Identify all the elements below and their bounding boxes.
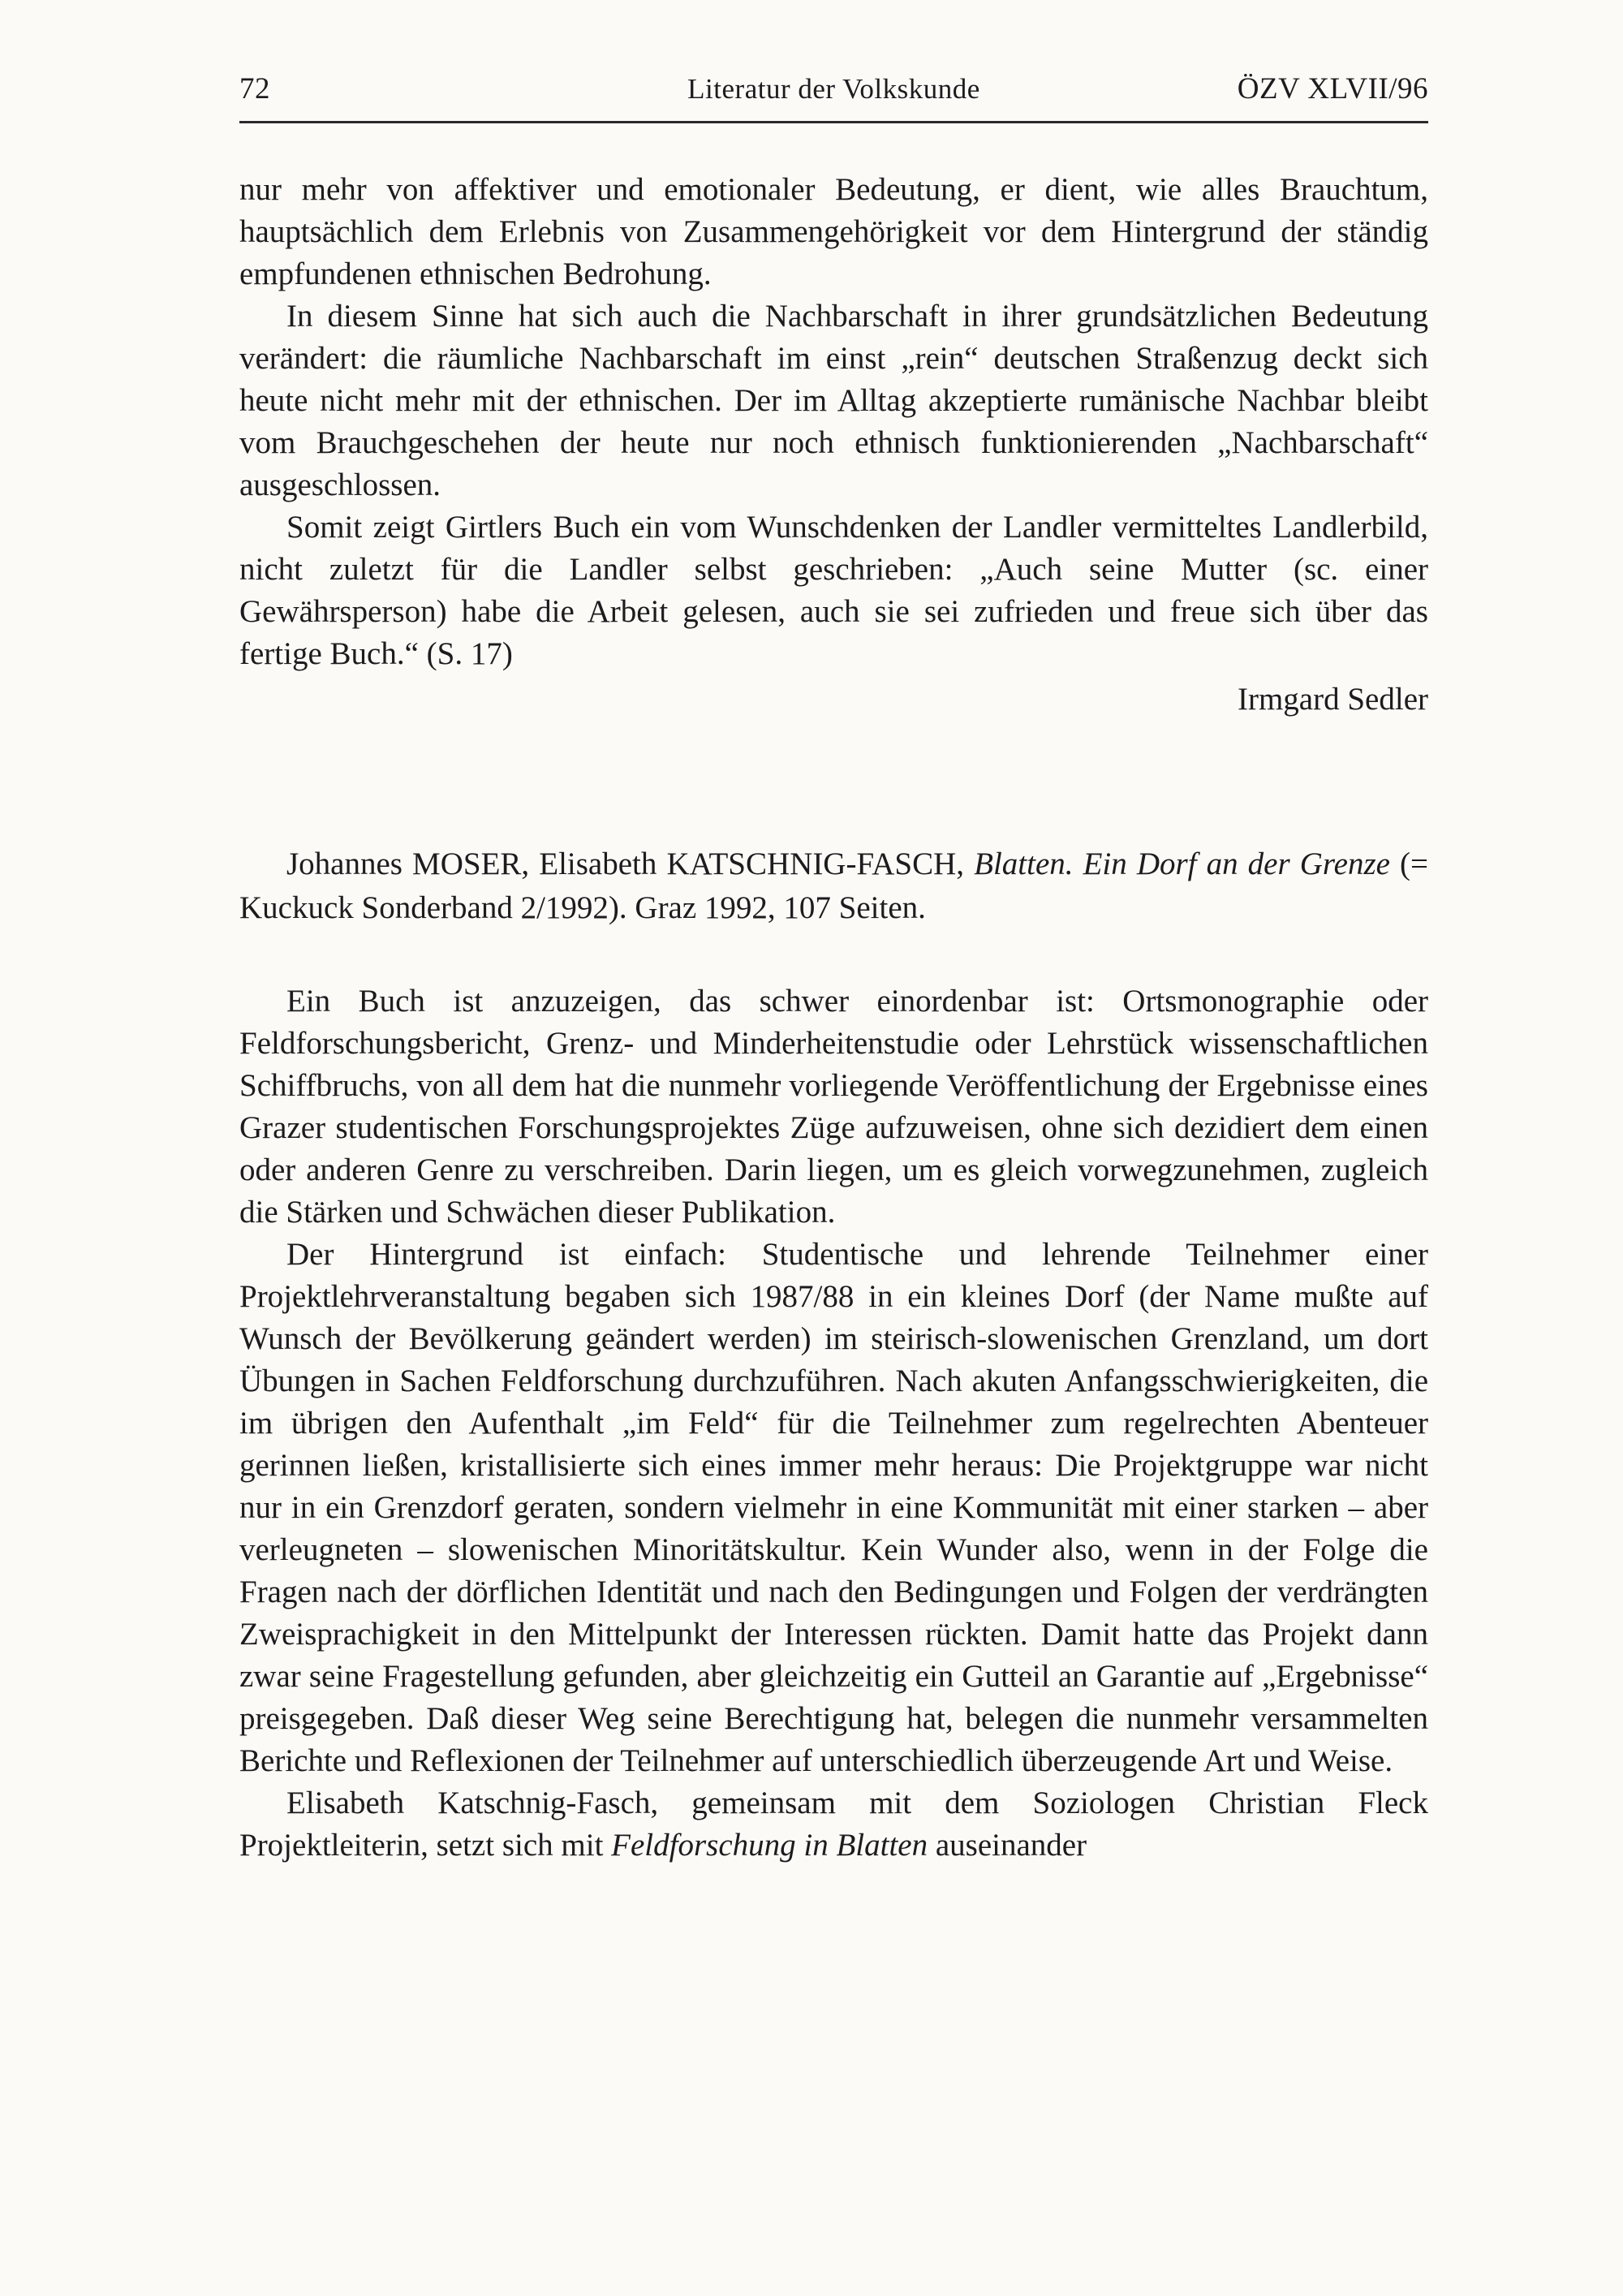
review-paragraph: Ein Buch ist anzuzeigen, das schwer einordenbar ist: Ortsmonographie oder Feldforschungsbericht, Grenz- und Minderheitenstudie oder Lehrstück wissenschaftlichen Schiffbruchs, von all dem hat die nunmehr vorliegende Veröffentlichung der Ergebnisse eines Grazer studentischen Forschungsprojektes Züge aufzuweisen, ohne sich dezidiert dem einen oder anderen Genre zu verschreiben. Darin liegen, um es gleich vorwegzunehmen, zugleich die Stärken und Schwächen dieser Publikation.	[239, 984, 1428, 1230]
review-moser-katschnig	[239, 842, 1428, 1867]
paragraph-text: auseinander	[928, 1828, 1087, 1863]
review-paragraph: Der Hintergrund ist einfach: Studentische und lehrende Teilnehmer einer Projektlehrveranstaltung begaben sich 1987/88 in ein kleines Dorf (der Name mußte auf Wunsch der Bevölkerung geändert werden) im steirisch-slowenischen Grenzland, um dort Übungen in Sachen Feldforschung durchzuführen. Nach akuten Anfangsschwierigkeiten, die im übrigen den Aufenthalt „im Feld“ für die Teilnehmer zum regelrechten Abenteuer gerinnen ließen, kristallisierte sich eines immer mehr heraus: Die Projektgruppe war nicht nur in ein Grenzdorf geraten, sondern vielmehr in eine Kommunität mit einer starken – aber verleugneten – slowenischen Minoritätskultur. Kein Wunder also, wenn in der Folge die Fragen nach der dörflichen Identität und nach den Bedingungen und Folgen der verdrängten Zweisprachigkeit in den Mittelpunkt der Interessen rückten. Damit hatte das Projekt dann zwar seine Fragestellung gefunden, aber gleichzeitig ein Gutteil an Garantie auf „Ergebnisse“ preisgegeben. Daß dieser Weg seine Berechtigung hat, belegen die nunmehr versammelten Berichte und Reflexionen der Teilnehmer auf unterschiedlich überzeugende Art und Weise.	[239, 1237, 1428, 1778]
review-paragraph: Somit zeigt Girtlers Buch ein vom Wunschdenken der Landler vermitteltes Landlerbild, nicht zuletzt für die Landler selbst geschrieben: „Auch seine Mutter (sc. einer Gewährsperson) habe die Arbeit gelesen, auch sie sei zufrieden und freue sich über das fertige Buch.“ (S. 17)	[239, 510, 1428, 671]
citation-publication-info: (= Kuckuck Sonderband 2/1992). Graz 1992, 107 Seiten.	[239, 846, 1429, 925]
citation-book-title: Blatten. Ein Dorf an der Grenze	[974, 846, 1390, 881]
header-rule	[239, 121, 1428, 123]
review-paragraph: In diesem Sinne hat sich auch die Nachbarschaft in ihrer grundsätzlichen Bedeutung verändert: die räumliche Nachbarschaft im einst „rein“ deutschen Straßenzug deckt sich heute nicht mehr mit der ethnischen. Der im Alltag akzeptierte rumänische Nachbar bleibt vom Brauchgeschehen der heute nur noch ethnisch funktionierenden „Nachbarschaft“ ausgeschlossen.	[239, 299, 1428, 502]
page-number: 72	[239, 72, 270, 106]
reviewer-signature: Irmgard Sedler	[1238, 682, 1428, 717]
review-sedler	[239, 169, 1428, 721]
text-block	[239, 71, 1428, 1867]
running-title: Literatur der Volkskunde	[687, 73, 980, 105]
review-paragraph: nur mehr von affektiver und emotionaler Bedeutung, er dient, wie alles Brauchtum, hauptsächlich dem Erlebnis von Zusammengehörigkeit vor dem Hintergrund der ständig empfundenen ethnischen Bedrohung.	[239, 172, 1428, 291]
page-header	[239, 71, 1428, 121]
citation-authors: Johannes MOSER, Elisabeth KATSCHNIG-FASCH,	[286, 846, 975, 881]
review-paragraph	[239, 1782, 1428, 1867]
review-citation-heading	[239, 842, 1428, 930]
journal-reference: ÖZV XLVII/96	[1237, 72, 1428, 106]
paragraph-text: Elisabeth Katschnig-Fasch, gemeinsam mit dem Soziologen Christian Fleck Projektleiterin, setzt sich mit	[239, 1786, 1428, 1863]
inline-italic-title: Feldforschung in Blatten	[611, 1828, 928, 1863]
